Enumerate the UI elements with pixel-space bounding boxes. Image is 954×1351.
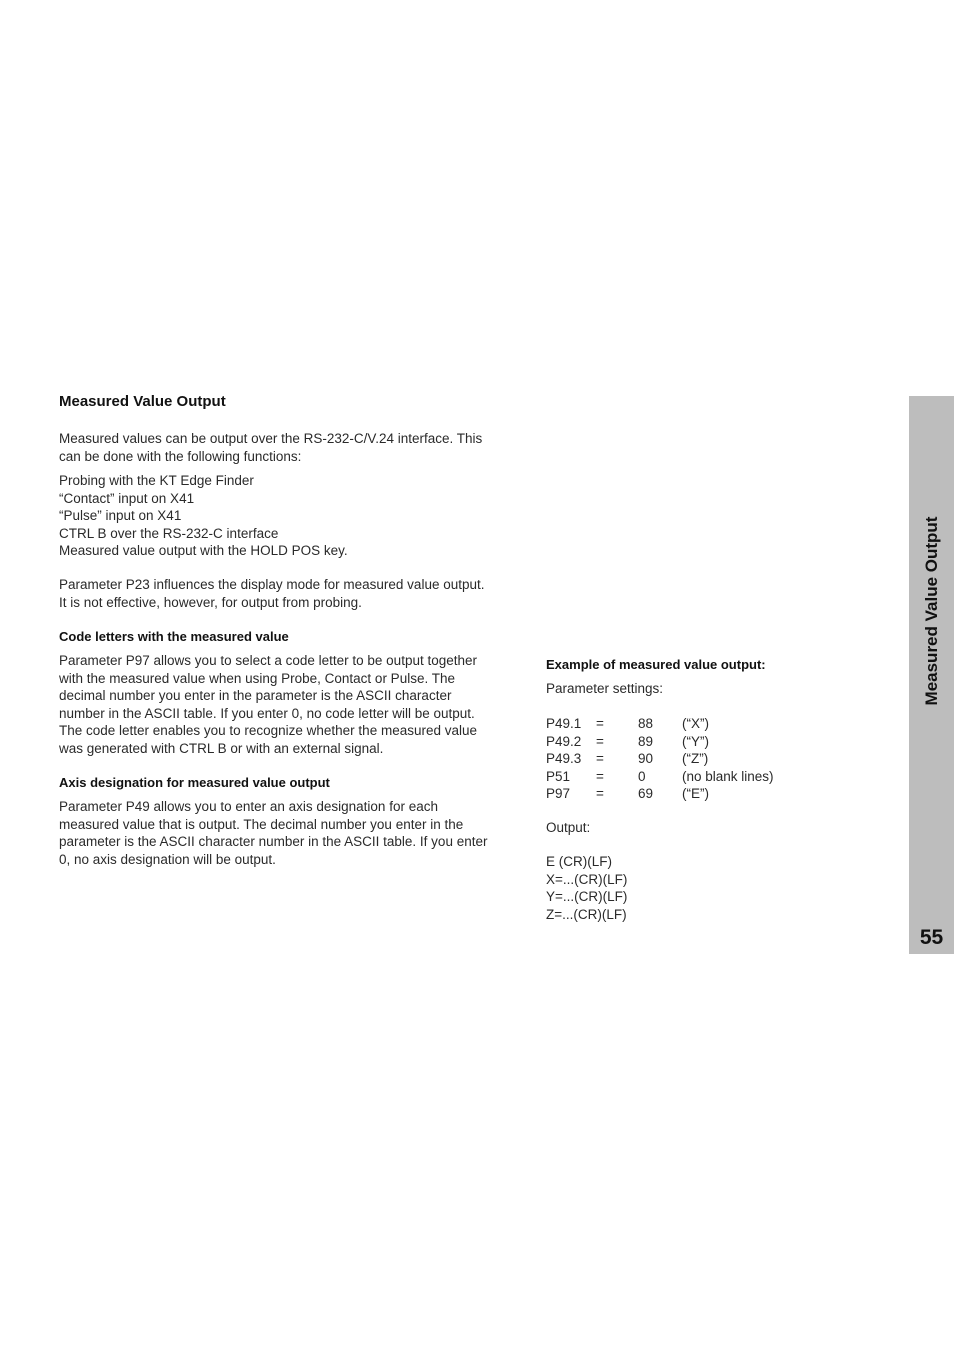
- intro-line: can be done with the following functions:: [59, 448, 302, 464]
- function-list: [59, 472, 348, 560]
- axis-designation-line: parameter is the ASCII character number in the ASCII table. If you enter: [59, 834, 488, 849]
- intro-line: Measured values can be output over the RS-232-C/V.24 interface. This: [59, 431, 483, 446]
- param-name: P49.1: [546, 716, 582, 731]
- function-item: “Contact” input on X41: [59, 490, 195, 506]
- output-line: Z=...(CR)(LF): [546, 906, 627, 922]
- param-note: (“E”): [682, 786, 709, 801]
- code-letters-line: The code letter enables you to recognize whether the measured value: [59, 723, 478, 738]
- code-letters-line: with the measured value when using Probe, Contact or Pulse. The: [59, 670, 455, 686]
- function-item: Probing with the KT Edge Finder: [59, 473, 254, 488]
- function-item: “Pulse” input on X41: [59, 508, 182, 523]
- param-value: 88: [638, 716, 654, 731]
- param-name: P49.2: [546, 733, 582, 749]
- output-lines: [546, 853, 627, 923]
- param-note: (no blank lines): [682, 768, 774, 784]
- code-letters-paragraph: [59, 652, 477, 757]
- axis-designation-line: measured value that is output. The decimal number you enter in the: [59, 816, 464, 832]
- param-value: 0: [638, 768, 646, 784]
- code-letters-line: Parameter P97 allows you to select a code letter to be output together: [59, 653, 477, 668]
- param-name: P49.3: [546, 751, 582, 766]
- param-name: P97: [546, 786, 571, 801]
- code-letters-heading: Code letters with the measured value: [59, 629, 289, 644]
- param-eq: =: [596, 768, 604, 784]
- function-item: Measured value output with the HOLD POS key.: [59, 543, 348, 558]
- param-note: (“Z”): [682, 751, 709, 766]
- param-value: 89: [638, 733, 654, 749]
- axis-designation-heading: Axis designation for measured value output: [59, 775, 330, 790]
- axis-designation-line: Parameter P49 allows you to enter an axis designation for each: [59, 799, 438, 814]
- example-heading: Example of measured value output:: [546, 657, 766, 672]
- param-eq: =: [596, 716, 604, 731]
- p23-line: It is not effective, however, for output from probing.: [59, 594, 362, 610]
- output-line: Y=...(CR)(LF): [546, 889, 628, 904]
- code-letters-line: number in the ASCII table. If you enter 0, no code letter will be output.: [59, 705, 475, 721]
- settings-label: Parameter settings:: [546, 681, 664, 696]
- param-name: P51: [546, 768, 571, 784]
- axis-designation-paragraph: [59, 798, 487, 868]
- param-value: 90: [638, 751, 654, 766]
- chapter-title: Measured Value Output: [921, 516, 941, 706]
- code-letters-line: was generated with CTRL B or with an external signal.: [59, 740, 384, 756]
- intro-paragraph: [59, 430, 482, 465]
- code-letters-line: decimal number you enter in the parameter is the ASCII character: [59, 688, 452, 703]
- param-note: (“X”): [682, 716, 709, 731]
- output-label: Output:: [546, 820, 591, 835]
- p23-line: Parameter P23 influences the display mode for measured value output.: [59, 577, 485, 592]
- param-eq: =: [596, 733, 604, 749]
- output-line: X=...(CR)(LF): [546, 871, 628, 887]
- param-eq: =: [596, 751, 604, 766]
- chapter-side-tab: [909, 396, 954, 954]
- p23-note: [59, 576, 485, 611]
- param-value: 69: [638, 786, 654, 801]
- param-eq: =: [596, 786, 604, 801]
- param-note: (“Y”): [682, 733, 709, 749]
- page-title: Measured Value Output: [59, 393, 226, 410]
- axis-designation-line: 0, no axis designation will be output.: [59, 851, 276, 867]
- output-line: E (CR)(LF): [546, 854, 612, 869]
- function-item: CTRL B over the RS-232-C interface: [59, 525, 279, 541]
- page-number: 55: [919, 926, 944, 949]
